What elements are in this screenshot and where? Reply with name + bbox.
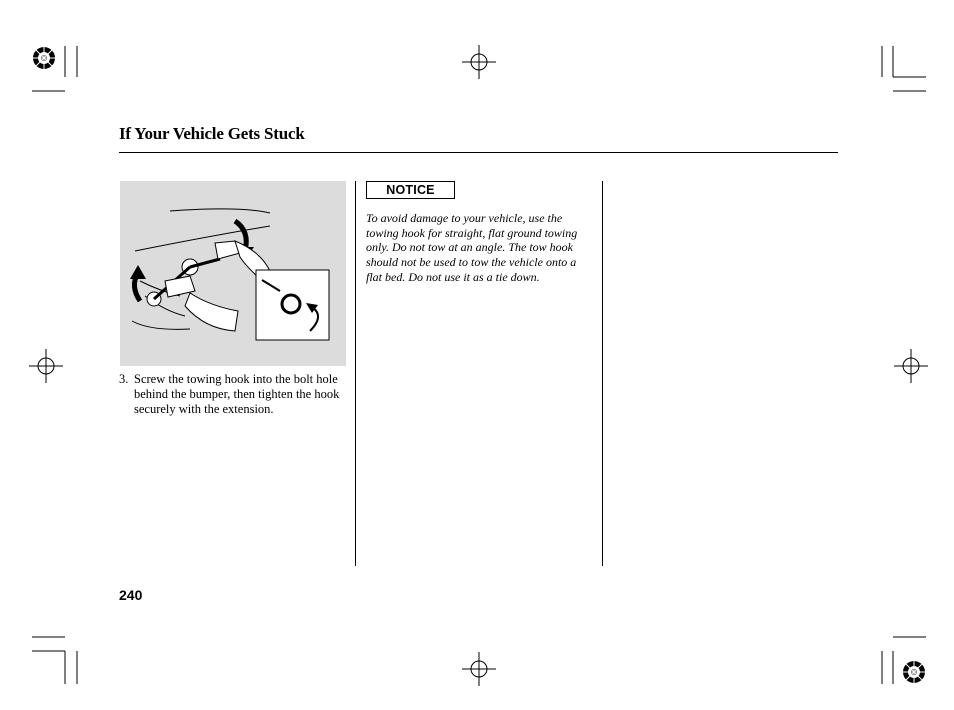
step-text: Screw the towing hook into the bolt hole behind the bumper, then tighten the hook securely with the extension. bbox=[134, 372, 340, 416]
notice-label: NOTICE bbox=[366, 181, 455, 199]
page-number: 240 bbox=[119, 587, 143, 603]
notice-text: To avoid damage to your vehicle, use the towing hook for straight, flat ground towing only. Do not tow at an angle. The tow hook should not be used to tow the vehicle onto a flat bed. Do not use it as a tie down. bbox=[366, 211, 578, 284]
towing-hook-install-illustration-icon bbox=[120, 181, 346, 366]
page-title: If Your Vehicle Gets Stuck bbox=[119, 124, 305, 143]
column-divider-right bbox=[602, 181, 603, 566]
step-number: 3. bbox=[119, 372, 129, 386]
title-divider bbox=[119, 152, 838, 153]
towing-hook-illustration bbox=[120, 181, 346, 366]
column-divider-left bbox=[355, 181, 356, 566]
